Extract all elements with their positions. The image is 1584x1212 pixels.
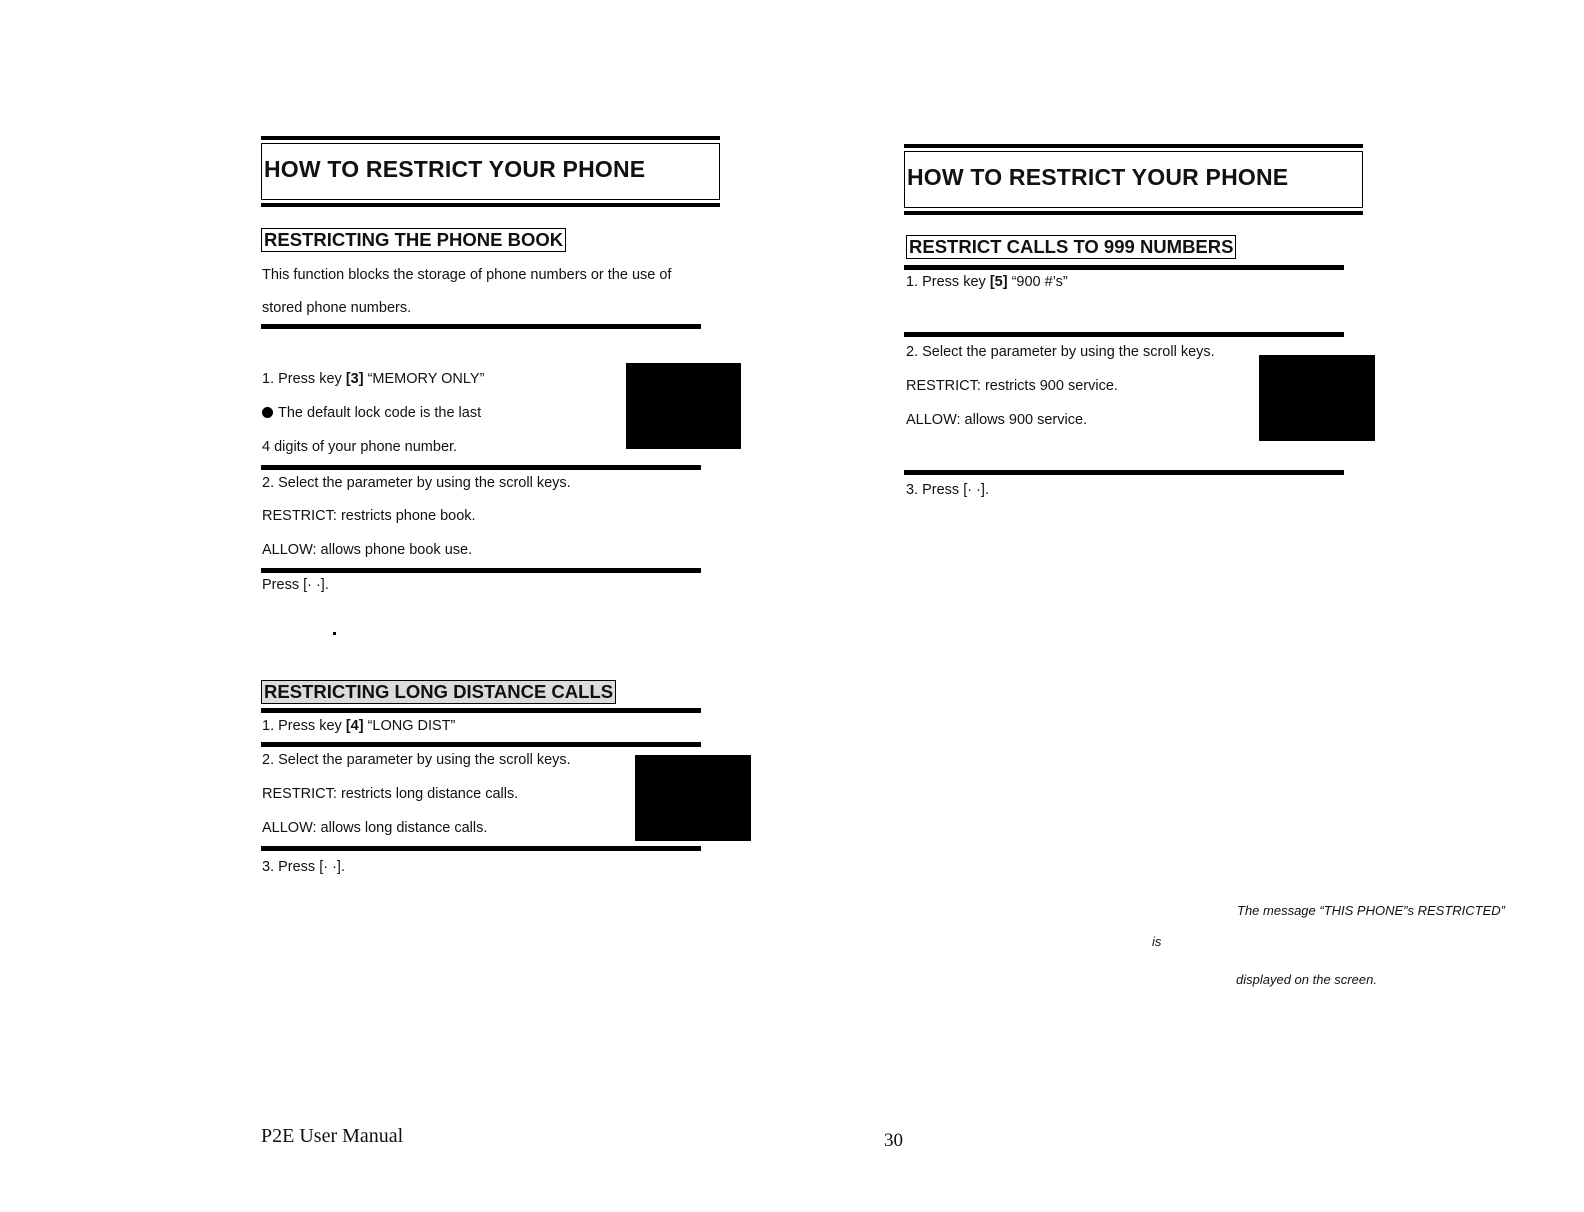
- phone-book-rule-1: [261, 324, 701, 329]
- numbers-999-step1: [906, 273, 1068, 291]
- bullet-icon: [262, 407, 273, 418]
- numbers-999-step1-key: [5]: [989, 274, 1008, 290]
- phone-display-image-memory: [626, 363, 741, 449]
- long-distance-step2: 2. Select the parameter by using the scroll keys.: [262, 752, 571, 768]
- message-line1: The message “THIS PHONE”s RESTRICTED”: [1237, 903, 1505, 918]
- numbers-999-step2: 2. Select the parameter by using the scroll keys.: [906, 344, 1215, 360]
- right-title-top-rule: [904, 144, 1363, 148]
- phone-book-allow: ALLOW: allows phone book use.: [262, 542, 473, 558]
- numbers-999-heading: RESTRICT CALLS TO 999 NUMBERS: [906, 235, 1236, 259]
- manual-name: P2E User Manual: [261, 1125, 404, 1147]
- long-distance-rule-2: [261, 742, 701, 747]
- phone-book-heading: RESTRICTING THE PHONE BOOK: [261, 228, 566, 252]
- phone-book-rule-3: [261, 568, 701, 573]
- phone-book-step1-prefix: 1. Press key: [262, 371, 346, 387]
- long-distance-restrict: RESTRICT: restricts long distance calls.: [262, 786, 519, 802]
- long-distance-step1: [262, 717, 455, 735]
- long-distance-rule-3: [261, 846, 701, 851]
- left-title-bottom-rule: [261, 203, 720, 207]
- phone-book-bullet-line1: [262, 404, 481, 422]
- phone-book-intro-line1: This function blocks the storage of phone numbers or the use of: [262, 267, 672, 283]
- phone-book-press: Press [· ·].: [262, 577, 329, 593]
- phone-book-rule-2: [261, 465, 701, 470]
- stray-dot: [333, 632, 336, 635]
- numbers-999-rule-2: [904, 332, 1344, 337]
- numbers-999-step1-prefix: 1. Press key: [906, 274, 990, 290]
- long-distance-rule-1: [261, 708, 701, 713]
- numbers-999-allow: ALLOW: allows 900 service.: [906, 412, 1088, 428]
- phone-book-intro-line2: stored phone numbers.: [262, 300, 412, 316]
- numbers-999-rule-1: [904, 265, 1344, 270]
- phone-book-bullet-text: The default lock code is the last: [278, 405, 482, 421]
- right-page-title-box: [904, 151, 1363, 208]
- left-title-top-rule: [261, 136, 720, 140]
- phone-display-image-long-dist: [635, 755, 751, 841]
- long-distance-step1-suffix: “LONG DIST”: [363, 718, 456, 734]
- numbers-999-step3: 3. Press [· ·].: [906, 482, 989, 498]
- message-line3: displayed on the screen.: [1236, 972, 1377, 987]
- phone-book-step1: [262, 370, 484, 388]
- phone-book-step1-suffix: “MEMORY ONLY”: [363, 371, 485, 387]
- long-distance-step3: 3. Press [· ·].: [262, 859, 345, 875]
- message-line2: is: [1152, 934, 1162, 949]
- numbers-999-restrict: RESTRICT: restricts 900 service.: [906, 378, 1118, 394]
- numbers-999-rule-3: [904, 470, 1344, 475]
- long-distance-step1-prefix: 1. Press key: [262, 718, 346, 734]
- long-distance-allow: ALLOW: allows long distance calls.: [262, 820, 488, 836]
- right-title-bottom-rule: [904, 211, 1363, 215]
- right-page-title: HOW TO RESTRICT YOUR PHONE: [907, 164, 1289, 190]
- long-distance-heading: RESTRICTING LONG DISTANCE CALLS: [261, 680, 616, 704]
- phone-display-image-900: [1259, 355, 1375, 441]
- left-page-title-box: [261, 143, 720, 200]
- phone-book-step2: 2. Select the parameter by using the scroll keys.: [262, 475, 571, 491]
- left-page-title: HOW TO RESTRICT YOUR PHONE: [264, 156, 646, 182]
- long-distance-step1-key: [4]: [345, 718, 364, 734]
- page-number: 30: [884, 1130, 903, 1151]
- phone-book-restrict: RESTRICT: restricts phone book.: [262, 508, 476, 524]
- phone-book-step1-key: [3]: [345, 371, 364, 387]
- phone-book-bullet-line2: 4 digits of your phone number.: [262, 439, 458, 455]
- numbers-999-step1-suffix: “900 #’s”: [1007, 274, 1068, 290]
